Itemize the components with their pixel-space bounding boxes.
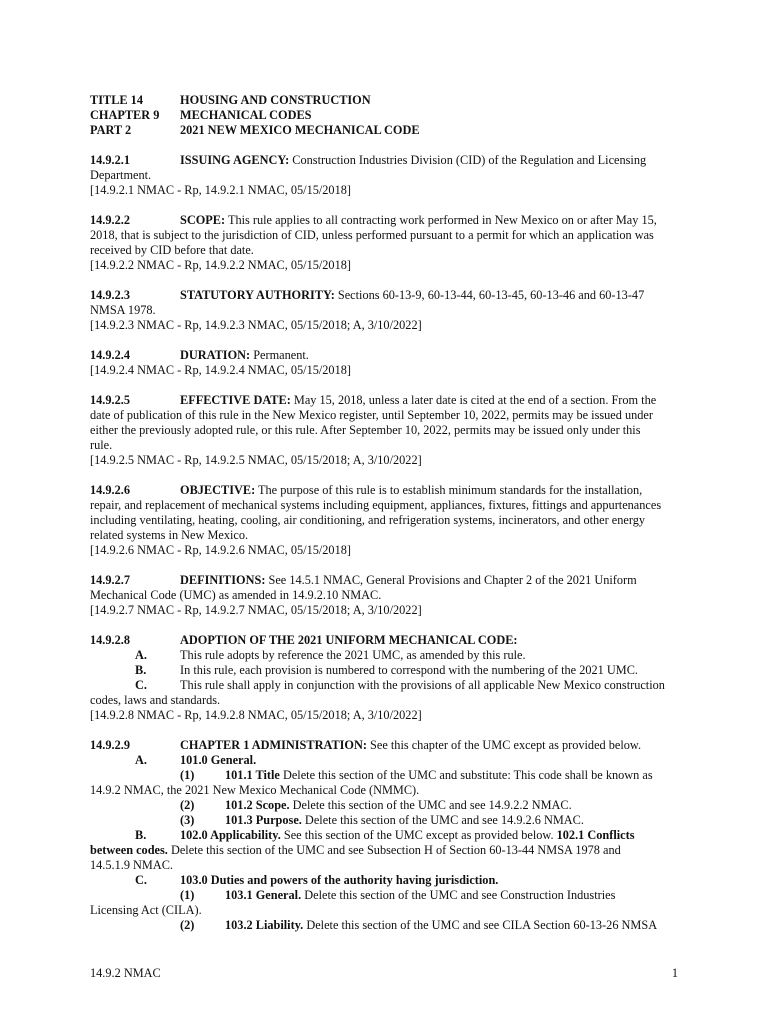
section-number: 14.9.2.8	[90, 633, 130, 647]
paragraph-label: (2)	[180, 918, 195, 932]
subsection-text: In this rule, each provision is numbered to correspond with the numbering of the 2021 UMC.	[180, 663, 638, 677]
section-text: date of publication of this rule in the New Mexico register, until September 10, 2022, permits may be issued under	[90, 408, 653, 422]
paragraph-text: Delete this section of the UMC and see CILA Section 60-13-26 NMSA	[303, 918, 658, 932]
section-heading: DURATION:	[180, 348, 251, 362]
section-text: rule.	[90, 438, 113, 452]
section-heading: STATUTORY AUTHORITY:	[180, 288, 335, 302]
paragraph-text: Delete this section of the UMC and see 14.9.2.6 NMAC.	[301, 813, 584, 827]
subsection-label: B.	[135, 663, 147, 677]
section-heading: ISSUING AGENCY:	[180, 153, 290, 167]
section-text: May 15, 2018, unless a later date is cited at the end of a section. From the	[290, 393, 657, 407]
chapter-text: MECHANICAL CODES	[180, 108, 312, 122]
section-text: repair, and replacement of mechanical systems including equipment, appliances, fixtures, fittings and appurtenances	[90, 498, 662, 512]
section-number: 14.9.2.6	[90, 483, 130, 497]
subsection-heading: between codes.	[90, 843, 168, 857]
section-history: [14.9.2.7 NMAC - Rp, 14.9.2.7 NMAC, 05/15/2018; A, 3/10/2022]	[90, 603, 422, 617]
footer-document-id: 14.9.2 NMAC	[90, 966, 161, 980]
section-heading: EFFECTIVE DATE:	[180, 393, 291, 407]
chapter-row	[90, 108, 678, 123]
subsection-label: A.	[135, 648, 147, 662]
section-text: See this chapter of the UMC except as provided below.	[366, 738, 642, 752]
chapter-label: CHAPTER 9	[90, 108, 160, 122]
paragraph-heading: 101.1 Title	[225, 768, 280, 782]
section-history: [14.9.2.2 NMAC - Rp, 14.9.2.2 NMAC, 05/15/2018]	[90, 258, 351, 272]
subsection-text: This rule adopts by reference the 2021 UMC, as amended by this rule.	[180, 648, 526, 662]
section-text: This rule applies to all contracting work performed in New Mexico on or after May 15,	[225, 213, 657, 227]
subsection-text: Delete this section of the UMC and see Subsection H of Section 60-13-44 NMSA 1978 and	[167, 843, 621, 857]
paragraph-heading: 103.2 Liability.	[225, 918, 304, 932]
section-number: 14.9.2.3	[90, 288, 130, 302]
section-text: Department.	[90, 168, 152, 182]
title-label: TITLE 14	[90, 93, 143, 107]
section-text: Construction Industries Division (CID) of the Regulation and Licensing	[289, 153, 647, 167]
section-heading: ADOPTION OF THE 2021 UNIFORM MECHANICAL CODE:	[180, 633, 518, 647]
paragraph-text: Delete this section of the UMC and substitute: This code shall be known as	[279, 768, 653, 782]
section-text: Mechanical Code (UMC) as amended in 14.9.2.10 NMAC.	[90, 588, 382, 602]
section-text: 2018, that is subject to the jurisdiction of CID, unless performed pursuant to a permit for which an application was	[90, 228, 654, 242]
section-history: [14.9.2.4 NMAC - Rp, 14.9.2.4 NMAC, 05/15/2018]	[90, 363, 351, 377]
section-text: including ventilating, heating, cooling, air conditioning, and refrigeration systems, incinerators, and other energy	[90, 513, 646, 527]
subsection-label: B.	[135, 828, 147, 842]
section-number: 14.9.2.4	[90, 348, 130, 362]
subsection-text: 14.5.1.9 NMAC.	[90, 858, 174, 872]
section-heading: CHAPTER 1 ADMINISTRATION:	[180, 738, 367, 752]
section-text: either the previously adopted rule, or this rule. After September 10, 2022, permits may be issued only under this	[90, 423, 641, 437]
subsection-heading: 103.0 Duties and powers of the authority having jurisdiction.	[180, 873, 499, 887]
section-history: [14.9.2.8 NMAC - Rp, 14.9.2.8 NMAC, 05/15/2018; A, 3/10/2022]	[90, 708, 422, 722]
subsection-heading: 101.0 General.	[180, 753, 257, 767]
subsection-text: This rule shall apply in conjunction with the provisions of all applicable New Mexico construction	[180, 678, 665, 692]
section-scope	[90, 213, 678, 273]
section-text: See 14.5.1 NMAC, General Provisions and Chapter 2 of the 2021 Uniform	[265, 573, 637, 587]
subsection-heading: 102.0 Applicability.	[180, 828, 281, 842]
section-number: 14.9.2.7	[90, 573, 130, 587]
section-issuing-agency	[90, 153, 678, 198]
section-number: 14.9.2.2	[90, 213, 130, 227]
title-row	[90, 93, 678, 108]
paragraph-text: Delete this section of the UMC and see Construction Industries	[301, 888, 616, 902]
paragraph-text: Delete this section of the UMC and see 14.9.2.2 NMAC.	[289, 798, 572, 812]
part-text: 2021 NEW MEXICO MECHANICAL CODE	[180, 123, 420, 137]
section-text: related systems in New Mexico.	[90, 528, 249, 542]
paragraph-heading: 103.1 General.	[225, 888, 302, 902]
document-header	[90, 93, 678, 138]
paragraph-label: (1)	[180, 888, 195, 902]
section-history: [14.9.2.1 NMAC - Rp, 14.9.2.1 NMAC, 05/15/2018]	[90, 183, 351, 197]
document-page	[90, 93, 678, 933]
paragraph-text: 14.9.2 NMAC, the 2021 New Mexico Mechanical Code (NMMC).	[90, 783, 420, 797]
section-text: Permanent.	[250, 348, 309, 362]
section-objective	[90, 483, 678, 558]
section-text: The purpose of this rule is to establish minimum standards for the installation,	[255, 483, 643, 497]
part-row	[90, 123, 678, 138]
section-number: 14.9.2.9	[90, 738, 130, 752]
section-heading: SCOPE:	[180, 213, 226, 227]
subsection-heading: 102.1 Conflicts	[556, 828, 635, 842]
section-number: 14.9.2.5	[90, 393, 130, 407]
paragraph-heading: 101.2 Scope.	[225, 798, 290, 812]
paragraph-label: (1)	[180, 768, 195, 782]
part-label: PART 2	[90, 123, 132, 137]
section-definitions	[90, 573, 678, 618]
section-history: [14.9.2.3 NMAC - Rp, 14.9.2.3 NMAC, 05/15/2018; A, 3/10/2022]	[90, 318, 422, 332]
section-history: [14.9.2.6 NMAC - Rp, 14.9.2.6 NMAC, 05/15/2018]	[90, 543, 351, 557]
section-effective-date	[90, 393, 678, 468]
subsection-label: C.	[135, 873, 147, 887]
page-number: 1	[671, 966, 678, 980]
subsection-label: C.	[135, 678, 147, 692]
section-heading: DEFINITIONS:	[180, 573, 266, 587]
paragraph-text: Licensing Act (CILA).	[90, 903, 202, 917]
title-text: HOUSING AND CONSTRUCTION	[180, 93, 371, 107]
section-history: [14.9.2.5 NMAC - Rp, 14.9.2.5 NMAC, 05/15/2018; A, 3/10/2022]	[90, 453, 422, 467]
section-number: 14.9.2.1	[90, 153, 130, 167]
section-adoption	[90, 633, 678, 723]
page-footer	[90, 966, 678, 981]
subsection-text: See this section of the UMC except as provided below.	[280, 828, 557, 842]
section-statutory-authority	[90, 288, 678, 333]
section-heading: OBJECTIVE:	[180, 483, 256, 497]
section-chapter-1-administration	[90, 738, 678, 933]
subsection-text: codes, laws and standards.	[90, 693, 221, 707]
section-text: NMSA 1978.	[90, 303, 156, 317]
subsection-label: A.	[135, 753, 147, 767]
paragraph-heading: 101.3 Purpose.	[225, 813, 302, 827]
paragraph-label: (3)	[180, 813, 195, 827]
section-text: received by CID before that date.	[90, 243, 254, 257]
paragraph-label: (2)	[180, 798, 195, 812]
section-duration	[90, 348, 678, 378]
section-text: Sections 60-13-9, 60-13-44, 60-13-45, 60-13-46 and 60-13-47	[334, 288, 645, 302]
